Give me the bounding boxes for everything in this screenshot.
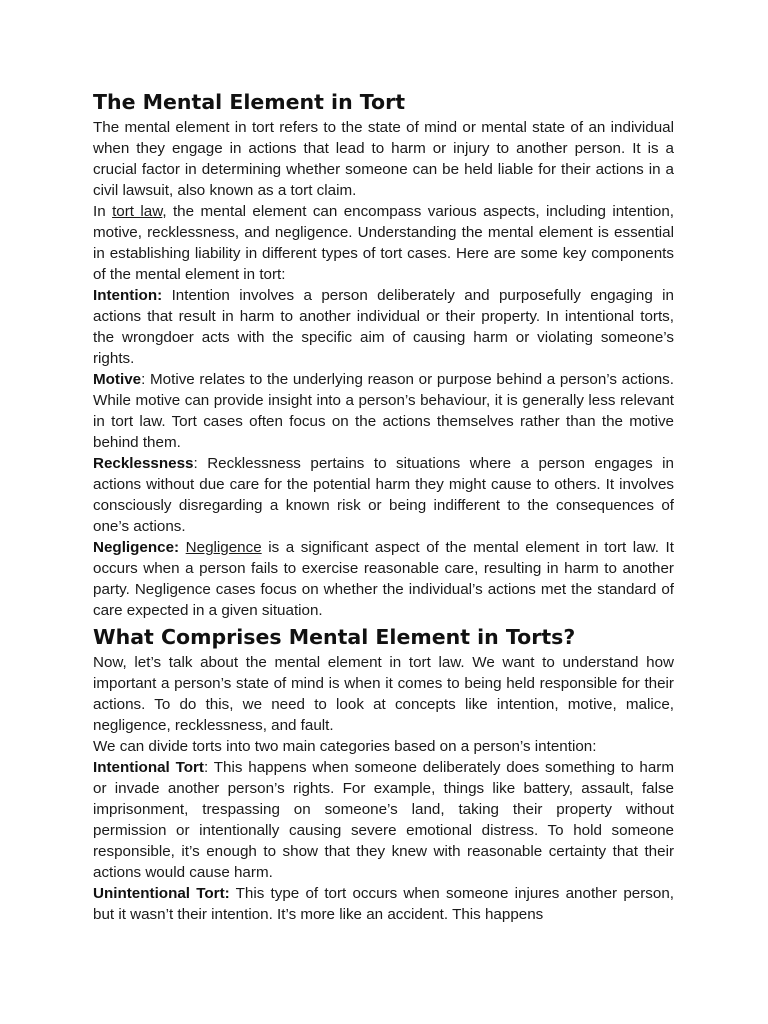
intentional-tort-definition: : This happens when someone deliberately does something to harm or invade another person’s rights. For example, things like battery, assault, false imprisonment, trespassing on someone’s land, taking their property without permission or intentionally causing severe emotional distress. To hold someone responsible, it’s enough to show that they knew with reasonable certainty that their actions would cause harm. xyxy=(93,759,675,881)
tort-law-link[interactable]: tort law xyxy=(112,203,163,220)
motive-term: Motive xyxy=(93,371,142,388)
negligence-term: Negligence: xyxy=(93,539,180,556)
negligence-link[interactable]: Negligence xyxy=(185,539,262,556)
recklessness-term: Recklessness xyxy=(93,455,194,472)
intention-definition: Intention involves a person deliberately and purposefully engaging in actions that result in harm to another individual or their property. In intentional torts, the wrongdoer acts with the specific aim of causing harm or violating someone’s rights. xyxy=(93,287,674,367)
negligence-paragraph xyxy=(93,537,674,621)
tort-law-paragraph xyxy=(93,201,674,285)
section-heading-comprises: What Comprises Mental Element in Torts? xyxy=(93,625,576,649)
unintentional-tort-definition: This type of tort occurs when someone injures another person, but it wasn’t their intention. It’s more like an accident. This happens xyxy=(93,885,674,923)
overview-paragraph: Now, let’s talk about the mental element in tort law. We want to understand how important a person’s state of mind is when it comes to being held responsible for their actions. To do this, we need to look at concepts like intention, motive, malice, negligence, recklessness, and fault. xyxy=(93,654,674,734)
unintentional-tort-paragraph xyxy=(93,883,674,925)
unintentional-tort-term: Unintentional Tort: xyxy=(93,885,230,902)
motive-paragraph xyxy=(93,369,674,453)
section-heading-mental-element: The Mental Element in Tort xyxy=(93,90,406,114)
categories-paragraph: We can divide torts into two main categories based on a person’s intention: xyxy=(93,738,597,755)
motive-definition: : Motive relates to the underlying reason or purpose behind a person’s actions. While motive can provide insight into a person’s behaviour, it is generally less relevant in tort law. Tort cases often focus on the actions themselves rather than the motive behind them. xyxy=(93,371,674,451)
intro-paragraph: The mental element in tort refers to the state of mind or mental state of an individual when they engage in actions that lead to harm or injury to another person. It is a crucial factor in determining whether someone can be held liable for their actions in a civil lawsuit, also known as a tort claim. xyxy=(93,119,674,199)
intentional-tort-term: Intentional Tort xyxy=(93,759,204,776)
intention-term: Intention: xyxy=(93,287,163,304)
paragraph-text: In xyxy=(93,203,113,220)
recklessness-definition: : Recklessness pertains to situations where a person engages in actions without due care for the potential harm they might cause to others. It involves consciously disregarding a known risk or being indifferent to the consequences of one’s actions. xyxy=(93,455,674,535)
recklessness-paragraph xyxy=(93,453,674,537)
negligence-gap xyxy=(179,539,186,556)
intention-paragraph xyxy=(93,285,674,369)
intentional-tort-paragraph xyxy=(93,757,674,883)
article-body xyxy=(93,88,674,925)
negligence-definition: is a significant aspect of the mental element in tort law. It occurs when a person fails to exercise reasonable care, resulting in harm to another party. Negligence cases focus on whether the individual’s actions met the standard of care expected in a given situation. xyxy=(93,539,674,619)
paragraph-text: , the mental element can encompass various aspects, including intention, motive, recklessness, and negligence. Understanding the mental element is essential in establishing liability in different types of tort cases. Here are some key components of the mental element in tort: xyxy=(93,203,674,283)
